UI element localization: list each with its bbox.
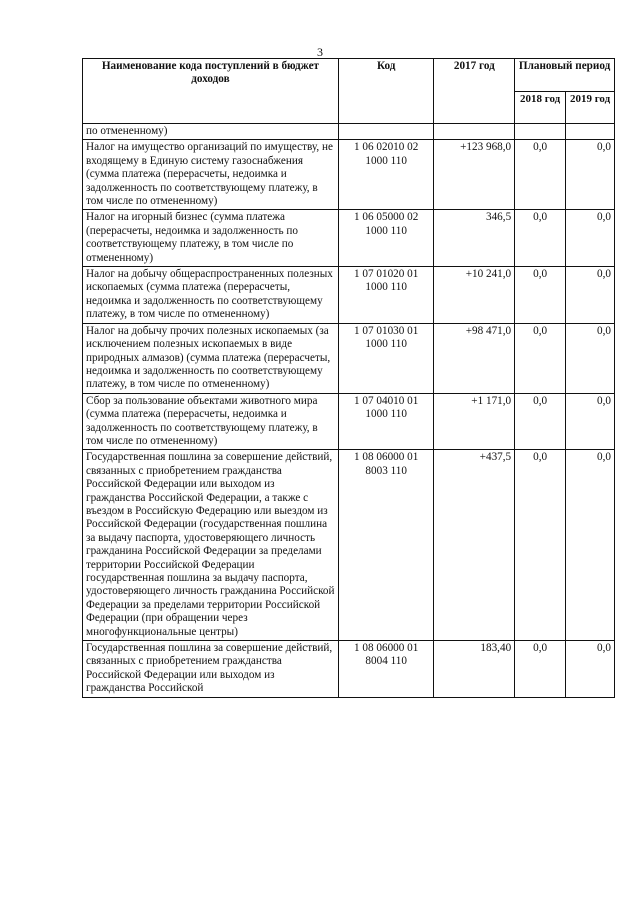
- row-code: 1 06 05000 02 1000 110: [338, 210, 434, 267]
- row-value-2019: 0,0: [566, 210, 615, 267]
- row-code: 1 08 06000 01 8003 110: [338, 450, 434, 641]
- row-value-2019: 0,0: [566, 323, 615, 393]
- row-value-2017: +98 471,0: [434, 323, 515, 393]
- row-value-2019: 0,0: [566, 267, 615, 324]
- row-value-2018: 0,0: [515, 210, 566, 267]
- row-value-2018: 0,0: [515, 393, 566, 450]
- row-name: Налог на игорный бизнес (сумма платежа (перерасчеты, недоимка и задолженность по соответствующему платежу, в том числе по отмененному): [83, 210, 339, 267]
- row-code: 1 08 06000 01 8004 110: [338, 641, 434, 698]
- continuation-row: [83, 124, 615, 140]
- row-code: 1 07 01020 01 1000 110: [338, 267, 434, 324]
- continuation-y2019: [566, 124, 615, 140]
- row-code: 1 07 04010 01 1000 110: [338, 393, 434, 450]
- page-number: 3: [317, 45, 323, 59]
- row-value-2018: 0,0: [515, 267, 566, 324]
- continuation-y2017: [434, 124, 515, 140]
- row-name: Налог на добычу общераспространенных полезных ископаемых (сумма платежа (перерасчеты, недоимка и задолженность по соответствующему платежу, в том числе по отмененному): [83, 267, 339, 324]
- row-value-2019: 0,0: [566, 450, 615, 641]
- row-name: Налог на имущество организаций по имуществу, не входящему в Единую систему газоснабжения (сумма платежа (перерасчеты, недоимка и задолженность по соответствующему платежу, в том числе по отмененному): [83, 140, 339, 210]
- row-name: Сбор за пользование объектами животного мира (сумма платежа (перерасчеты, недоимка и задолженность по соответствующему платежу, в том числе по отмененному): [83, 393, 339, 450]
- row-value-2017: +437,5: [434, 450, 515, 641]
- row-value-2019: 0,0: [566, 393, 615, 450]
- header-name: Наименование кода поступлений в бюджет доходов: [83, 59, 339, 124]
- row-value-2019: 0,0: [566, 641, 615, 698]
- row-value-2017: +1 171,0: [434, 393, 515, 450]
- continuation-code: [338, 124, 434, 140]
- row-code: 1 07 01030 01 1000 110: [338, 323, 434, 393]
- row-value-2018: 0,0: [515, 450, 566, 641]
- table-row: [83, 323, 615, 393]
- row-value-2018: 0,0: [515, 323, 566, 393]
- row-name: Налог на добычу прочих полезных ископаемых (за исключением полезных ископаемых в виде природных алмазов) (сумма платежа (перерасчеты, недоимка и задолженность по соответствующему платежу, в том числе по отмененному): [83, 323, 339, 393]
- table-row: [83, 267, 615, 324]
- revenue-table: [82, 58, 615, 698]
- header-year-2018: 2018 год: [515, 91, 566, 124]
- row-value-2017: +123 968,0: [434, 140, 515, 210]
- row-value-2018: 0,0: [515, 641, 566, 698]
- table-row: [83, 393, 615, 450]
- header-year-2019: 2019 год: [566, 91, 615, 124]
- row-value-2018: 0,0: [515, 140, 566, 210]
- table-row: [83, 641, 615, 698]
- row-name: Государственная пошлина за совершение действий, связанных с приобретением гражданства Российской Федерации или выходом из гражданства Российской: [83, 641, 339, 698]
- row-name: Государственная пошлина за совершение действий, связанных с приобретением гражданства Российской Федерации или выходом из гражданства Российской Федерации, а также с въездом в Российскую Федерацию или выездом из Российской Федерации (государственная пошлина за выдачу паспорта, удостоверяющего личность гражданина Российской Федерации за пределами территории Российской Федерации государственная пошлина за выдачу паспорта, удостоверяющего личность гражданина Российской Федерации за пределами территории Российской Федерации (при обращении через многофункциональные центры): [83, 450, 339, 641]
- header-year-2017: 2017 год: [434, 59, 515, 124]
- header-row: [83, 59, 615, 92]
- table-row: [83, 210, 615, 267]
- row-value-2017: 183,40: [434, 641, 515, 698]
- row-value-2017: 346,5: [434, 210, 515, 267]
- row-value-2019: 0,0: [566, 140, 615, 210]
- header-planned-period: Плановый период: [515, 59, 615, 92]
- continuation-name: по отмененному): [83, 124, 339, 140]
- header-code: Код: [338, 59, 434, 124]
- row-value-2017: +10 241,0: [434, 267, 515, 324]
- table-row: [83, 140, 615, 210]
- row-code: 1 06 02010 02 1000 110: [338, 140, 434, 210]
- table-row: [83, 450, 615, 641]
- continuation-y2018: [515, 124, 566, 140]
